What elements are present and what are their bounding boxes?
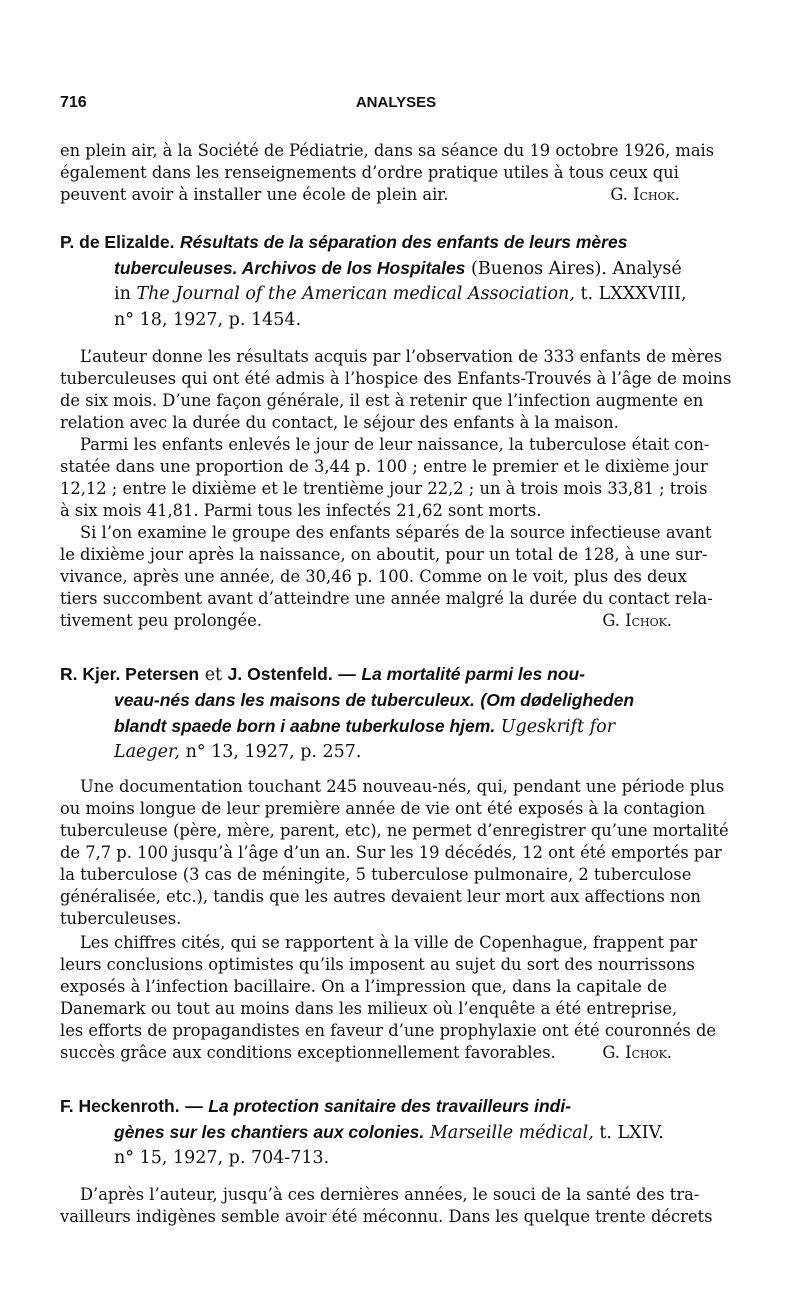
body-line: exposés à l’infection bacillaire. On a l’impression que, dans la capitale de	[60, 977, 668, 996]
em-dash: —	[338, 664, 356, 684]
journal-volume: t. LXXXVIII,	[580, 284, 687, 304]
body-line: en plein air, à la Société de Pédiatrie, dans sa séance du 19 octobre 1926, mais	[60, 141, 715, 160]
body-line: les efforts de propagandistes en faveur d’une prophylaxie ont été couronnés de	[60, 1021, 717, 1040]
entry-heading-cont	[114, 688, 732, 712]
body-line: vivance, après une année, de 30,46 p. 100. Comme on le voit, plus des deux	[60, 567, 687, 586]
entry-heading	[60, 230, 732, 254]
body-text: peuvent avoir à installer une école de plein air.	[60, 185, 449, 204]
running-title: ANALYSES	[355, 94, 437, 111]
body-line: L’auteur donne les résultats acquis par l’observation de 333 enfants de mères	[80, 347, 723, 366]
entry-heading	[60, 1094, 732, 1118]
body-line: de six mois. D’une façon générale, il est à retenir que l’infection augmente en	[60, 391, 704, 410]
entry-author: R. Kjer. Petersen	[60, 664, 200, 684]
entry-reference	[114, 1146, 732, 1170]
entry-author: P. de Elizalde.	[60, 232, 175, 252]
review-signature: G. Ichok.	[602, 1043, 672, 1062]
entry-title: Résultats de la séparation des enfants de leurs mères	[180, 232, 628, 252]
running-head	[60, 94, 732, 118]
em-dash: —	[185, 1096, 203, 1116]
body-line: la tuberculose (3 cas de méningite, 5 tuberculose pulmonaire, 2 tuberculose	[60, 865, 692, 884]
entry-title: La protection sanitaire des travailleurs indi-	[208, 1096, 572, 1116]
entry-title: La mortalité parmi les nou-	[361, 664, 585, 684]
journal-ref: n° 18, 1927, p. 1454.	[114, 310, 302, 330]
body-line	[60, 1042, 732, 1064]
journal-name: Laeger,	[114, 742, 180, 762]
original-title: (Om dødeligheden	[480, 690, 635, 710]
body-line: généralisée, etc.), tandis que les autres devaient leur mort aux affections non	[60, 887, 701, 906]
journal-name: Ugeskrift for	[500, 717, 616, 737]
entry-heading-cont	[114, 714, 732, 738]
body-line: statée dans une proportion de 3,44 p. 100 ; entre le premier et le dixième jour	[60, 457, 708, 476]
source-prefix: in	[114, 284, 131, 304]
body-line: Si l’on examine le groupe des enfants séparés de la source infectieuse avant	[80, 523, 712, 542]
journal-ref: n° 15, 1927, p. 704-713.	[114, 1148, 330, 1168]
body-line: également dans les renseignements d’ordre pratique utiles à tous ceux qui	[60, 163, 679, 182]
review-signature: G. Ichok.	[602, 611, 672, 630]
body-line: tuberculeuse (père, mère, parent, etc), ne permet d’enregistrer qu’une mortalité	[60, 821, 729, 840]
journal-name: The Journal of the American medical Association,	[136, 284, 575, 304]
entry-reference	[114, 308, 732, 332]
entry-source	[114, 282, 732, 306]
author-conjunction: et	[204, 665, 223, 685]
journal-ref: n° 13, 1927, p. 257.	[185, 742, 362, 762]
entry-title: gènes sur les chantiers aux colonies.	[114, 1122, 425, 1142]
entry-title: tuberculeuses. Archivos de los Hospitales	[114, 258, 466, 278]
body-line: tiers succombent avant d’atteindre une année malgré la durée du contact rela-	[60, 589, 713, 608]
body-text: succès grâce aux conditions exceptionnellement favorables.	[60, 1043, 556, 1062]
journal-name: Marseille médical,	[429, 1123, 594, 1143]
body-line: tuberculeuses.	[60, 909, 182, 928]
body-line: Danemark ou tout au moins dans les milieux où l’enquête a été entreprise,	[60, 999, 678, 1018]
body-line: relation avec la durée du contact, le séjour des enfants à la maison.	[60, 413, 619, 432]
body-line: leurs conclusions optimistes qu’ils imposent au sujet du sort des nourrissons	[60, 955, 695, 974]
entry-heading	[60, 662, 732, 686]
body-line: vailleurs indigènes semble avoir été méconnu. Dans les quelque trente décrets	[60, 1207, 713, 1226]
entry-place: (Buenos Aires). Analysé	[471, 259, 682, 279]
body-line	[60, 610, 732, 632]
body-line: Les chiffres cités, qui se rapportent à la ville de Copenhague, frappent par	[80, 933, 698, 952]
body-line: à six mois 41,81. Parmi tous les infectés 21,62 sont morts.	[60, 501, 542, 520]
original-title: blandt spaede born i aabne tuberkulose hjem.	[114, 716, 496, 736]
entry-author: J. Ostenfeld.	[227, 664, 333, 684]
body-line: Une documentation touchant 245 nouveau-nés, qui, pendant une période plus	[80, 777, 725, 796]
body-line: le dixième jour après la naissance, on aboutit, pour un total de 128, à une sur-	[60, 545, 708, 564]
body-text: tivement peu prolongée.	[60, 611, 262, 630]
body-line: ou moins longue de leur première année de vie ont été exposés à la contagion	[60, 799, 706, 818]
body-line	[60, 184, 732, 206]
body-line: D’après l’auteur, jusqu’à ces dernières années, le souci de la santé des tra-	[80, 1185, 700, 1204]
body-line: Parmi les enfants enlevés le jour de leur naissance, la tuberculose était con-	[80, 435, 710, 454]
entry-reference	[114, 740, 732, 764]
entry-heading-cont	[114, 1120, 732, 1144]
page-number: 716	[60, 94, 87, 111]
review-signature: G. Ichok.	[610, 185, 680, 204]
entry-author: F. Heckenroth.	[60, 1096, 180, 1116]
body-line: 12,12 ; entre le dixième et le trentième jour 22,2 ; un à trois mois 33,81 ; trois	[60, 479, 708, 498]
journal-volume: t. LXIV.	[599, 1123, 664, 1143]
entry-heading-cont	[114, 256, 732, 280]
entry-title: veau-nés dans les maisons de tuberculeux.	[114, 690, 475, 710]
body-line: de 7,7 p. 100 jusqu’à l’âge d’un an. Sur les 19 décédés, 12 ont été emportés par	[60, 843, 722, 862]
body-line: tuberculeuses qui ont été admis à l’hospice des Enfants-Trouvés à l’âge de moins	[60, 369, 732, 388]
